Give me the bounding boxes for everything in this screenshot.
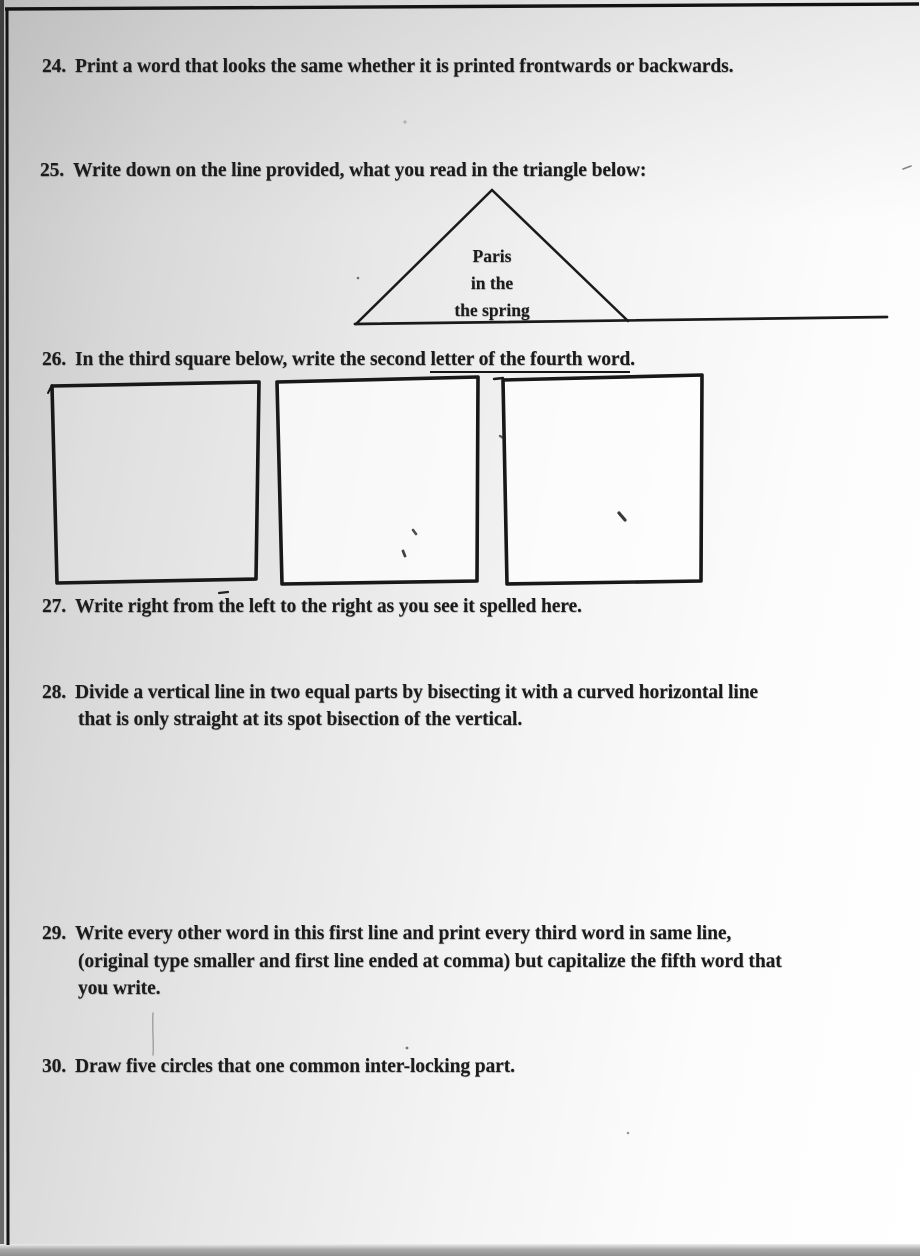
question-29 bbox=[42, 920, 782, 1003]
question-line bbox=[78, 706, 758, 733]
question-number: 30. bbox=[42, 1056, 67, 1077]
question-text: Divide a vertical line in two equal parts by bisecting it with a curved horizontal line bbox=[75, 682, 758, 703]
question-number: 27. bbox=[42, 596, 67, 617]
question-line bbox=[42, 594, 582, 620]
question-line bbox=[78, 975, 782, 1003]
question-line bbox=[78, 948, 782, 976]
question-30 bbox=[42, 1054, 515, 1080]
question-text: you write. bbox=[78, 978, 161, 999]
question-text: Write down on the line provided, what you read in the triangle below: bbox=[73, 160, 647, 181]
question-text: Write right from the left to the right as you see it spelled here. bbox=[75, 596, 582, 617]
triangle-text-line: in the bbox=[470, 273, 514, 293]
question-number: 24. bbox=[42, 56, 67, 77]
question-24 bbox=[42, 54, 733, 80]
question-line bbox=[42, 679, 758, 706]
question-27 bbox=[42, 594, 582, 620]
question-text: (original type smaller and first line ended at comma) but capitalize the fifth word that bbox=[78, 950, 782, 972]
question-text: that is only straight at its spot bisection of the vertical. bbox=[78, 709, 523, 730]
question-number: 28. bbox=[42, 682, 67, 703]
question-26 bbox=[42, 347, 635, 373]
question-text: Draw five circles that one common inter-locking part. bbox=[75, 1056, 515, 1077]
question-number: 25. bbox=[40, 160, 65, 181]
question-25 bbox=[40, 158, 646, 184]
question-line bbox=[40, 158, 646, 184]
question-number: 26. bbox=[42, 349, 67, 370]
triangle-text-line: the spring bbox=[454, 300, 530, 320]
triangle-text-line: Paris bbox=[472, 246, 512, 266]
question-text-suffix: . bbox=[630, 349, 635, 370]
question-text: Print a word that looks the same whether it is printed frontwards or backwards. bbox=[75, 56, 734, 77]
question-text: In the third square below, write the second bbox=[75, 349, 431, 370]
question-line bbox=[42, 347, 635, 373]
question-text: Write every other word in this first line and print every third word in same line, bbox=[75, 923, 732, 944]
answer-square-2 bbox=[277, 377, 478, 584]
triangle-text bbox=[392, 243, 592, 324]
answer-square-3 bbox=[503, 375, 702, 584]
answer-square-1 bbox=[52, 382, 259, 583]
question-line bbox=[42, 54, 733, 80]
underlined-phrase: letter of the fourth word bbox=[430, 349, 630, 373]
question-number: 29. bbox=[42, 923, 67, 944]
question-line bbox=[42, 1054, 515, 1080]
question-28 bbox=[42, 679, 758, 733]
question-line bbox=[42, 920, 782, 948]
